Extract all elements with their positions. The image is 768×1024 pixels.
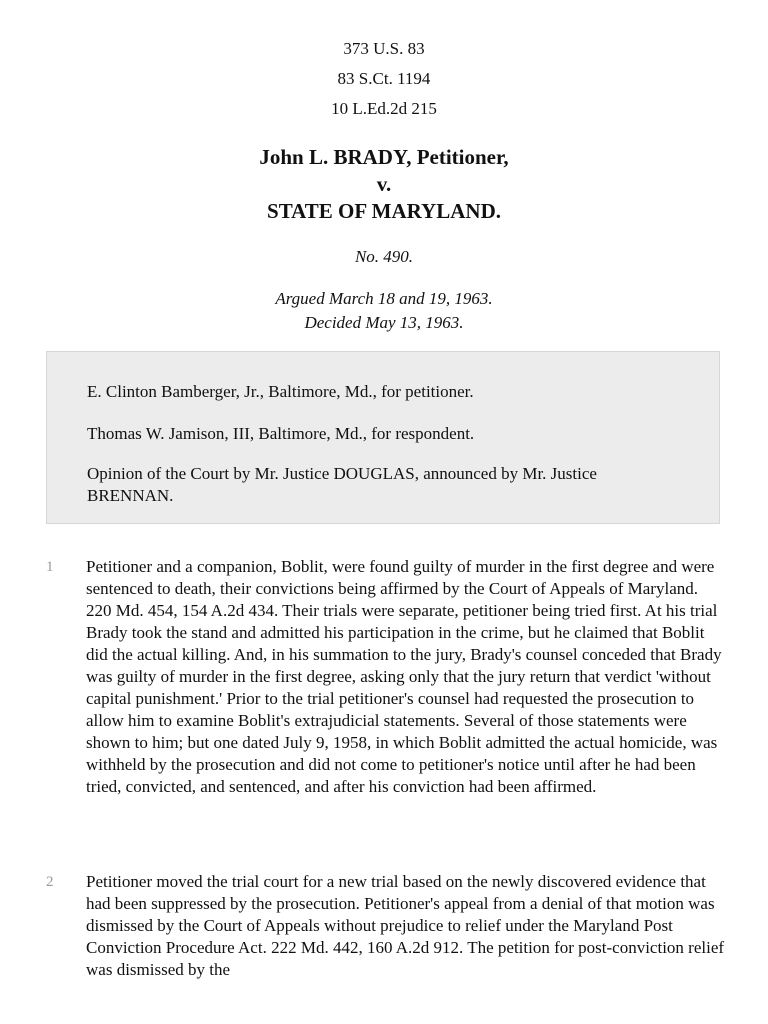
opinion-paragraph: Petitioner and a companion, Boblit, were found guilty of murder in the first degree and were sentenced to death, their convictions being affirmed by the Court of Appeals of Maryland. 220 Md. 454, 154 A.2d 434. Their trials were separate, petitioner being tried first. At his trial Brady took the stand and admitted his participation in the crime, but he claimed that Boblit did the actual killing. And, in his summation to the jury, Brady's counsel conceded that Brady was guilty of murder in the first degree, asking only that the jury return that verdict 'without capital punishment.' Prior to the trial petitioner's counsel had requested the prosecution to allow him to examine Boblit's extrajudicial statements. Several of those statements were shown to him; but one dated July 9, 1958, in which Boblit admitted the actual homicide, was withheld by the prosecution and did not come to petitioner's notice until after he had been tried, convicted, and sentenced, and after his conviction had been affirmed. [86,557,722,796]
citation-block [0,34,768,124]
counsel-petitioner: E. Clinton Bamberger, Jr., Baltimore, Md., for petitioner. [87,382,474,401]
case-respondent: STATE OF MARYLAND. [267,199,501,223]
paragraph-number: 1 [46,559,54,575]
case-versus: v. [376,172,392,196]
counsel-box [46,351,720,524]
case-petitioner: John L. BRADY, Petitioner, [259,145,509,169]
case-title [0,144,768,225]
citation-lawyers-edition: 10 L.Ed.2d 215 [331,99,437,118]
decided-date: Decided May 13, 1963. [304,313,464,332]
counsel-respondent: Thomas W. Jamison, III, Baltimore, Md., for respondent. [87,424,475,443]
citation-supreme-court-reporter: 83 S.Ct. 1194 [337,69,431,88]
argued-date: Argued March 18 and 19, 1963. [275,289,493,308]
opinion-paragraph: Petitioner moved the trial court for a new trial based on the newly discovered evidence that had been suppressed by the prosecution. Petitioner's appeal from a denial of that motion was dismissed by the Court of Appeals without prejudice to relief under the Maryland Post Conviction Procedure Act. 222 Md. 442, 160 A.2d 912. The petition for post-conviction relief was dismissed by the [86,872,725,979]
opinion-author: Opinion of the Court by Mr. Justice DOUGLAS, announced by Mr. Justice BRENNAN. [87,464,597,505]
case-dates [0,287,768,335]
docket-number: No. 490. [354,247,414,266]
paragraph-number: 2 [46,874,54,890]
citation-us-reports: 373 U.S. 83 [343,39,425,58]
